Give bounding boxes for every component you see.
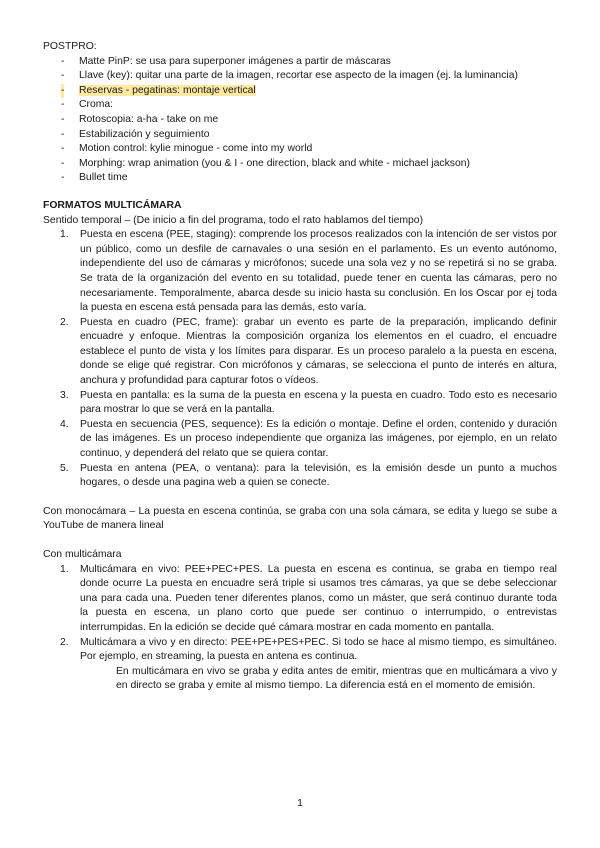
postpro-title: POSTPRO: — [43, 41, 97, 52]
list-item-text: Puesta en antena (PEA, o ventana): para la televisión, es la emisión desde un punto a muchos hogares, o desde una pagina web a quien se conecte. — [80, 462, 557, 489]
dash-marker: - — [61, 113, 65, 125]
spacer — [43, 491, 557, 505]
list-number: 3. — [60, 389, 69, 401]
sentido-temporal: Sentido temporal – (De inicio a fin del programa, todo el rato hablamos del tiempo) — [43, 214, 424, 226]
list-item-text: Morphing: wrap animation (you & I - one direction, black and white - michael jackson) — [79, 157, 470, 169]
list-item — [43, 171, 557, 186]
list-item-text: Multicámara a vivo y en directo: PEE+PE+PES+PEC. Si todo se hace al mismo tiempo, es simultáneo. Por ejemplo, en streaming, la puesta en antena es continua. — [80, 636, 557, 663]
dash-marker: - — [61, 157, 65, 169]
list-number: 1. — [60, 563, 69, 575]
page-number: 1 — [297, 798, 303, 809]
dash-marker: - — [61, 143, 65, 155]
list-item — [43, 563, 557, 636]
multicamara-note: En multicámara en vivo se graba y edita antes de emitir, mientras que en multicámara a vivo y en directo se graba y emite al mismo tiempo. La diferencia está en el momento de emisión. — [116, 665, 557, 692]
spacer — [43, 534, 557, 548]
list-item — [43, 316, 557, 389]
list-item — [43, 113, 557, 128]
list-item-text: Motion control: kylie minogue - come into my world — [79, 143, 313, 155]
dash-marker: - — [61, 172, 65, 184]
dash-marker: - — [61, 128, 65, 140]
section-heading: FORMATOS MULTICÁMARA — [43, 199, 182, 211]
list-item — [43, 636, 557, 665]
list-item-text: Croma: — [79, 99, 114, 111]
monocamara-paragraph: Con monocámara – La puesta en escena continúa, se graba con una sola cámara, se edita y luego se sube a YouTube de manera lineal — [43, 505, 557, 532]
list-item — [43, 228, 557, 316]
list-item-text: Estabilización y seguimiento — [79, 128, 210, 140]
postpro-list — [43, 55, 557, 186]
list-item-text: Matte PinP: se usa para superponer imágenes a partir de máscaras — [79, 55, 391, 67]
document-page — [43, 40, 557, 694]
list-number: 2. — [60, 636, 69, 648]
list-item — [43, 389, 557, 418]
list-item-text: Puesta en secuencia (PES, sequence): Es la edición o montaje. Define el orden, contenido y duración de las imágenes. Es un proceso independiente que organiza las imágenes, por ejemplo, en un relato continuo, y dependerá del relato que se quiera contar. — [80, 418, 557, 460]
list-number: 1. — [60, 229, 69, 241]
list-number: 4. — [60, 418, 69, 430]
dash-marker: - — [61, 99, 65, 111]
list-item-text: Llave (key): quitar una parte de la imagen, recortar ese aspecto de la imagen (ej. la luminancia) — [79, 70, 518, 82]
list-item — [43, 418, 557, 462]
dash-marker: - — [61, 70, 65, 82]
list-item-text: Multicámara en vivo: PEE+PEC+PES. La puesta en escena es continua, se graba en tiempo real donde ocurre La puesta en encuadre será triple si usamos tres cámaras, ya que se debe seleccionar una para cada una. Pueden tener diferentes planos, como un máster, que será continuo durante toda la puesta en escena, un plano corto que puede ser continuo o interrumpido, o entrevistas interrumpidas. En la edición se decide qué cámara mostrar en cada momento en pantalla. — [80, 563, 557, 633]
list-item-text: Puesta en escena (PEE, staging): comprende los procesos realizados con la intención de ser vistos por un público, como un desfile de carnavales o una sesión en el parlamento. Es un evento autónomo, independiente del uso de cámaras y micrófonos; sucede una sola vez y no se repetirá si no se graba. Se trata de la organización del evento en su totalidad, puede tener en cuenta las cámaras, pero no necesariamente. Temporalmente, abarca desde su inicio hasta su conclusión. En los Oscar por ej toda la puesta en escena está pensada para las demás, esto varía. — [80, 229, 557, 314]
list-item — [43, 142, 557, 157]
list-number: 5. — [60, 462, 69, 474]
multicamara-list — [43, 563, 557, 665]
dash-marker: - — [61, 84, 64, 99]
list-item-highlighted — [43, 84, 557, 99]
multicamara-title: Con multicámara — [43, 549, 122, 560]
list-item — [43, 98, 557, 113]
list-item — [43, 128, 557, 143]
dash-marker: - — [61, 55, 65, 67]
list-item-text: Reservas - pegatinas: montaje vertical — [79, 84, 256, 96]
list-item-text: Puesta en pantalla: es la suma de la puesta en escena y la puesta en cuadro. Todo esto es necesario para mostrar lo que se verá en la pantalla. — [80, 389, 557, 416]
list-item — [43, 69, 557, 84]
formatos-list — [43, 228, 557, 491]
list-item-text: Puesta en cuadro (PEC, frame): grabar un evento es parte de la preparación, implicando definir encuadre y enfoque. Mientras la composición organiza los elementos en el cuadro, el encuadre establece el punto de vista y los límites para disparar. Es un proceso paralelo a la puesta en escena, donde se elige qué registrar. Con micrófonos y cámaras, se selecciona el punto de interés en altura, anchura y profundidad para capturar fotos o vídeos. — [80, 316, 557, 387]
list-item-text: Bullet time — [79, 172, 128, 184]
list-number: 2. — [60, 316, 69, 328]
list-item — [43, 157, 557, 172]
list-item — [43, 462, 557, 491]
list-item — [43, 55, 557, 70]
list-item-text: Rotoscopia: a-ha - take on me — [79, 113, 219, 125]
